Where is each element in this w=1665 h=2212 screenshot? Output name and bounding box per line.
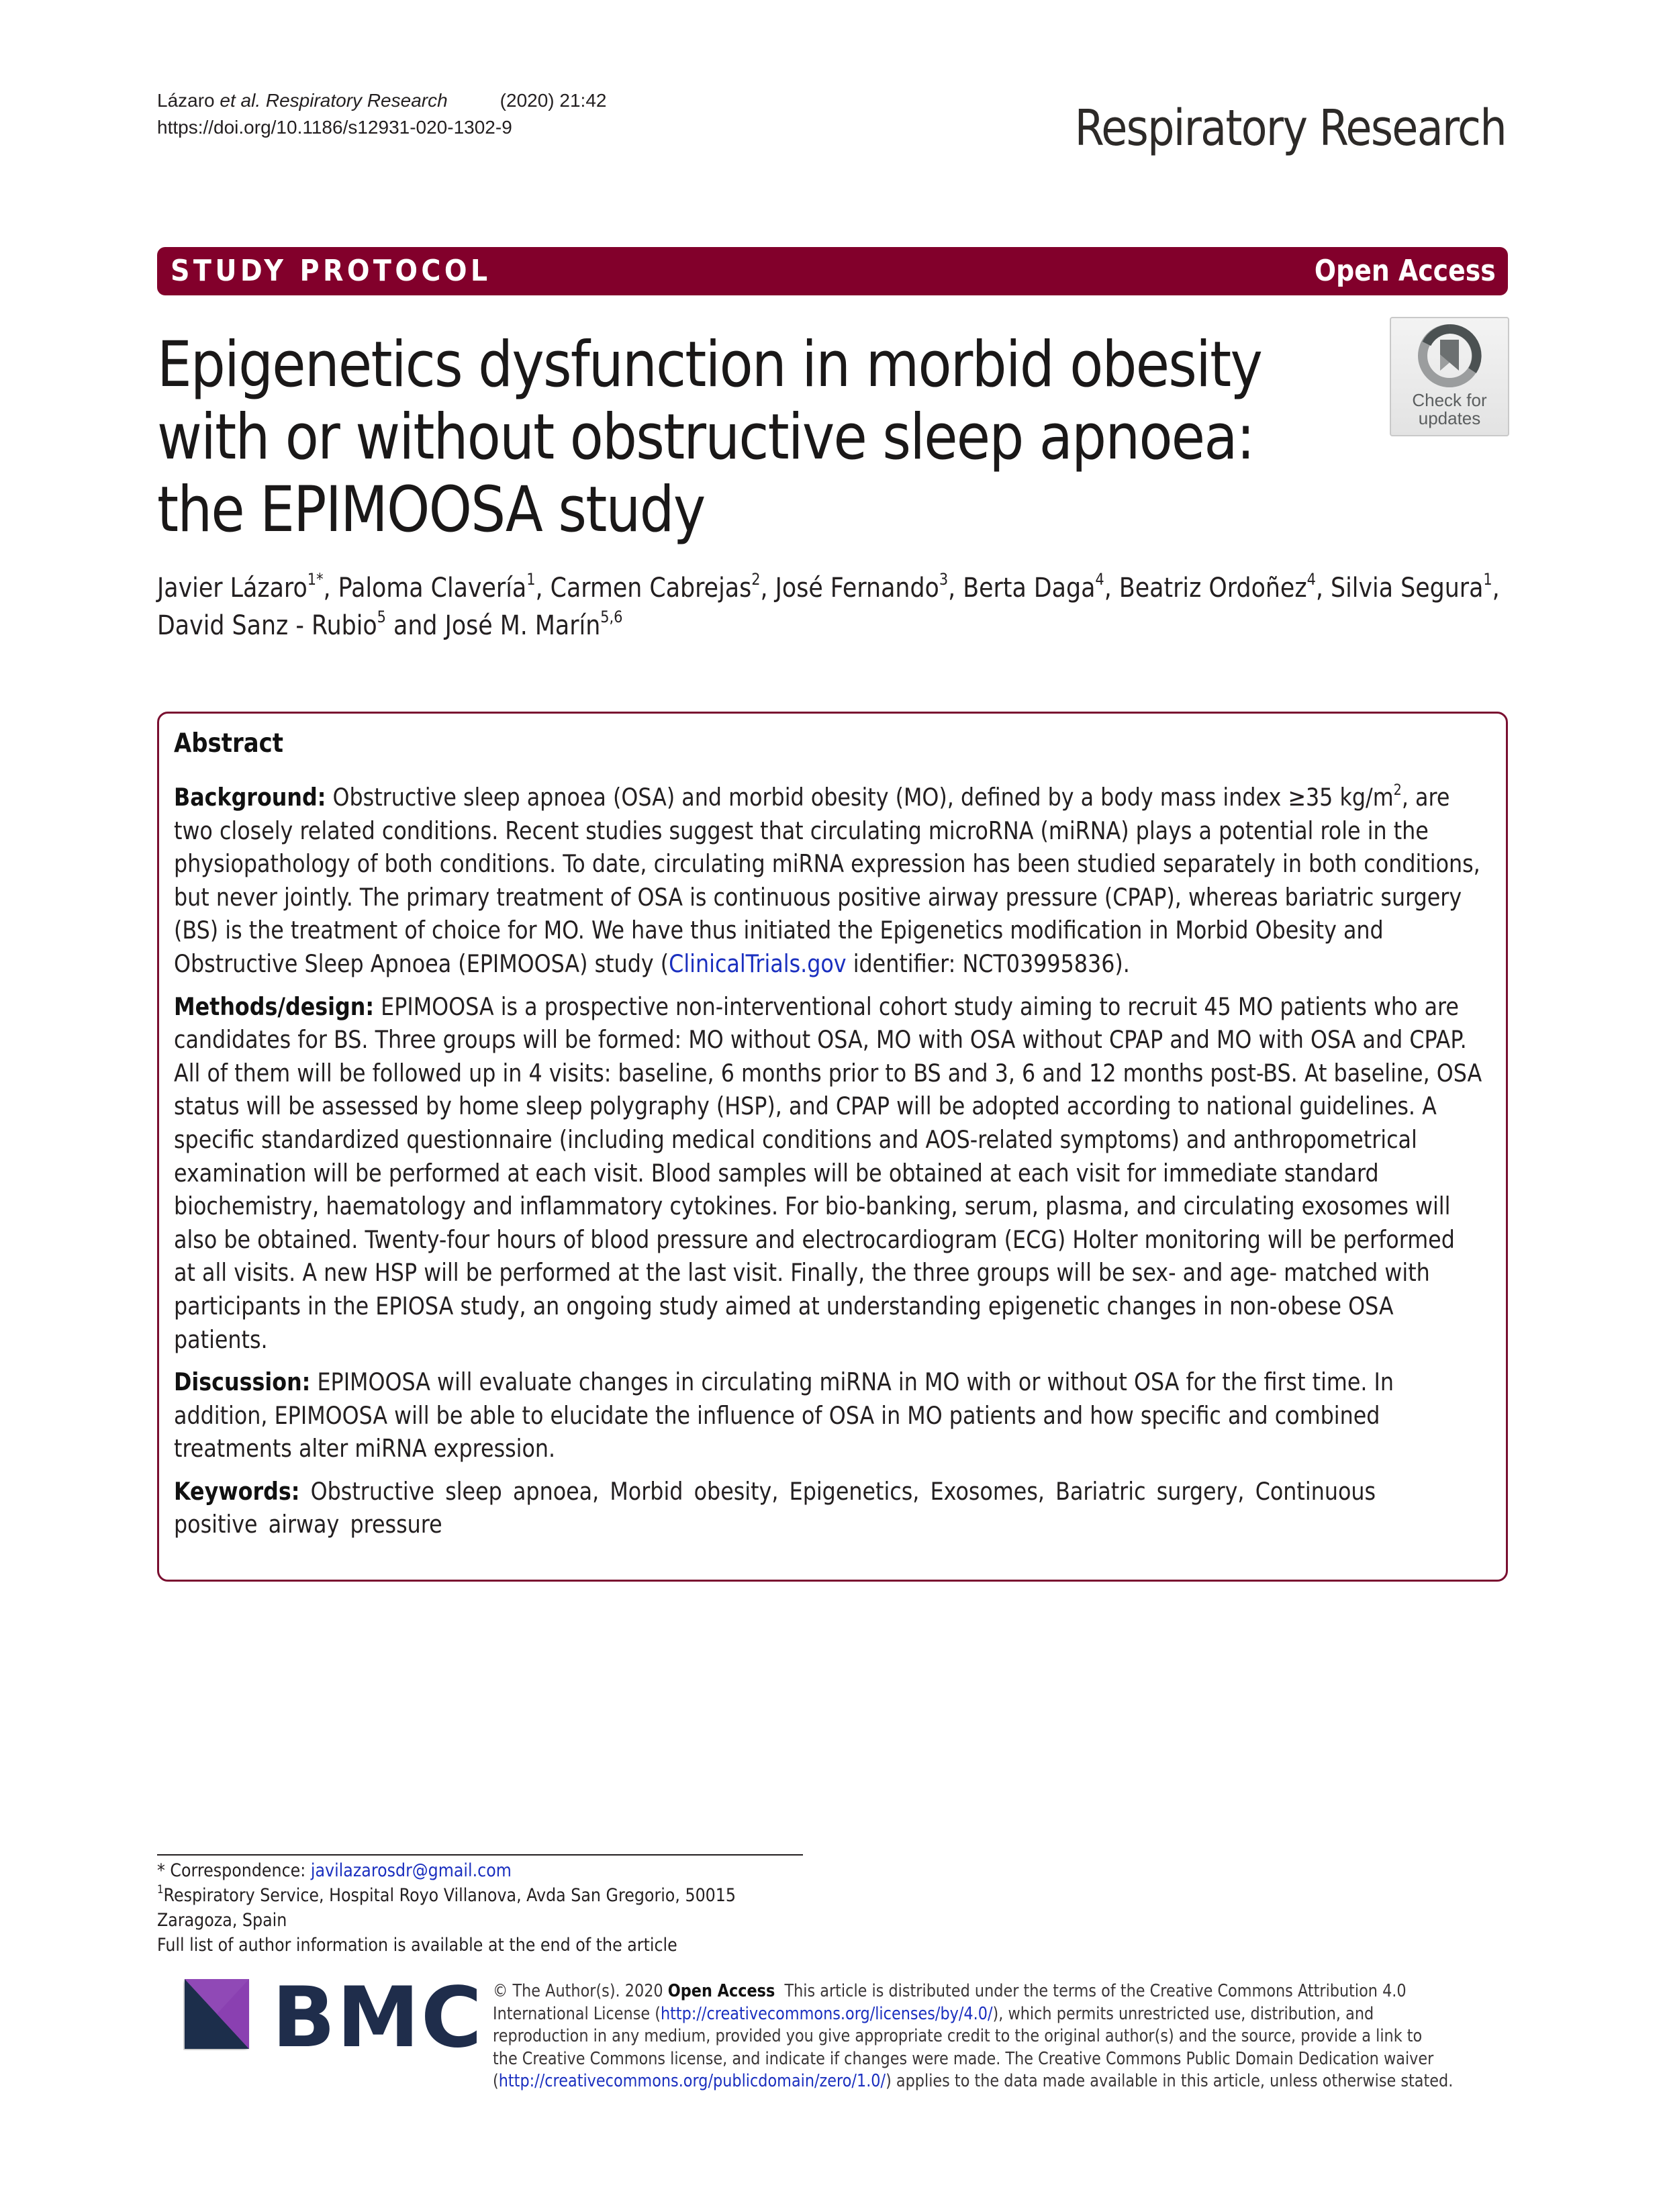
section-text: EPIMOOSA will evaluate changes in circulating miRNA in MO with or without OSA for the first time. In addition, EPIMOOSA will be able to elucidate the influence of OSA in MO patients and how specific and combined treatments alter miRNA expression.: [174, 1367, 1394, 1463]
author-name: Beatriz Ordoñez: [1119, 573, 1307, 604]
affiliation-marker: 1: [1483, 570, 1492, 589]
license-text: ) applies to the data made available in this article, unless otherwise stated.: [886, 2071, 1454, 2091]
bookmark-ring-icon: [1417, 324, 1482, 388]
abstract-content: [174, 727, 1506, 1551]
section-label: Discussion:: [174, 1367, 311, 1397]
title-line: Epigenetics dysfunction in morbid obesity: [157, 328, 1262, 401]
affiliation-marker: 5,6: [600, 608, 623, 626]
affiliation-marker: 1*: [307, 570, 324, 589]
abstract-background: [174, 781, 1494, 981]
affiliation-number: 1: [157, 1883, 164, 1896]
affiliation-marker: 5: [377, 608, 386, 626]
author-name: Carmen Cabrejas: [550, 573, 752, 604]
footnotes: [157, 1858, 736, 1958]
check-for-updates-button[interactable]: [1390, 317, 1509, 436]
bmc-logo-mark-icon: [183, 1979, 250, 2050]
journal-italic: et al. Respiratory Research: [220, 90, 448, 111]
keywords-text: positive airway pressure: [174, 1510, 442, 1539]
license-text: This article is distributed under the terms of the Creative Commons Attribution 4.0: [775, 1981, 1407, 2001]
affiliation-text: Respiratory Service, Hospital Royo Villanova, Avda San Gregorio, 50015: [163, 1885, 736, 1906]
title-line: the EPIMOOSA study: [157, 473, 705, 546]
cc-by-link[interactable]: http://creativecommons.org/licenses/by/4.0/: [660, 2003, 993, 2024]
clinicaltrials-link[interactable]: ClinicalTrials.gov: [669, 949, 847, 978]
license-line: the Creative Commons license, and indicate if changes were made. The Creative Commons Public Domain Dedication waiver: [493, 2048, 1434, 2069]
doi-link[interactable]: https://doi.org/10.1186/s12931-020-1302-9: [157, 117, 512, 138]
running-head: [157, 87, 606, 141]
author-name: Silvia Segura: [1331, 573, 1484, 604]
author-name: José M. Marín: [444, 610, 601, 641]
cc-zero-link[interactable]: http://creativecommons.org/publicdomain/zero/1.0/: [498, 2071, 886, 2091]
email-link[interactable]: javilazarosdr@gmail.com: [310, 1860, 512, 1881]
license-text: International License (: [493, 2003, 661, 2024]
separator: ,: [948, 573, 963, 604]
license-line: [493, 2070, 1453, 2093]
affiliation-line: Zaragoza, Spain: [157, 1910, 287, 1931]
separator: ,: [760, 573, 775, 604]
license-line: reproduction in any medium, provided you give appropriate credit to the original author(s) and the source, provide a link to: [493, 2026, 1423, 2046]
abstract-box: [157, 712, 1508, 1582]
author-name: Berta Daga: [963, 573, 1096, 604]
section-label: Background:: [174, 783, 326, 812]
footnote-divider: [157, 1854, 803, 1856]
author-name: David Sanz - Rubio: [157, 610, 377, 641]
cfu-line: updates: [1418, 408, 1481, 428]
affiliation-marker: 2: [751, 570, 761, 589]
separator: ,: [1315, 573, 1331, 604]
open-access-label: Open Access: [1315, 254, 1496, 288]
author-line: [157, 569, 1500, 607]
section-text: EPIMOOSA is a prospective non-interventional cohort study aiming to recruit 45 MO patients who are candidates for BS. Three groups will be formed: MO without OSA, MO with OSA without CPAP and MO with OSA and CPAP. All of them will be followed up in 4 visits: baseline, 6 months prior to BS and 3, 6 and 12 months post-BS. At baseline, OSA status will be assessed by home sleep polygraphy (HSP), and CPAP will be adopted according to national guidelines. A specific standardized questionnaire (including medical conditions and AOS-related symptoms) and anthropometrical examination will be performed at each visit. Blood samples will be obtained at each visit for immediate standard biochemistry, haematology and inflammatory cytokines. For bio-banking, serum, plasma, and circulating exosomes will also be obtained. Twenty-four hours of blood pressure and electrocardiogram (ECG) Holter monitoring will be performed at all visits. A new HSP will be performed at the last visit. Finally, the three groups will be sex- and age- matched with participants in the EPIOSA study, an ongoing study aimed at understanding epigenetic changes in non-obese OSA patients.: [174, 992, 1482, 1354]
copyright-text: © The Author(s). 2020: [493, 1981, 668, 2001]
article-type-label: STUDY PROTOCOL: [171, 254, 491, 288]
bmc-logo-text: BMC: [272, 1970, 483, 2066]
year-volume: (2020) 21:42: [500, 90, 607, 111]
section-label: Methods/design:: [174, 992, 375, 1021]
section-text: identifier: NCT03995836).: [846, 949, 1130, 978]
check-for-updates-label: [1391, 391, 1508, 428]
license-text: (: [493, 2071, 499, 2091]
separator: ,: [1492, 573, 1500, 604]
citation-line: [157, 87, 606, 114]
author-line: [157, 607, 1343, 644]
keywords-text: Obstructive sleep apnoea, Morbid obesity, Epigenetics, Exosomes, Bariatric surgery, Continuous: [299, 1476, 1376, 1506]
title-line: with or without obstructive sleep apnoea:: [157, 401, 1254, 474]
affiliation-marker: 1: [526, 570, 536, 589]
separator: and: [385, 610, 445, 641]
correspondence-line: [157, 1858, 736, 1883]
open-access-bold: Open Access: [667, 1981, 775, 2001]
separator: ,: [1104, 573, 1119, 604]
author-name: Javier Lázaro: [157, 573, 307, 604]
affiliation-line: [157, 1883, 736, 1908]
author-name: Paloma Clavería: [338, 573, 527, 604]
superscript: 2: [1393, 782, 1402, 799]
journal-name: Respiratory Research: [1074, 99, 1506, 157]
section-text: Obstructive sleep apnoea (OSA) and morbid obesity (MO), defined by a body mass index ≥35 kg/m: [326, 783, 1394, 812]
abstract-discussion: [174, 1365, 1494, 1465]
affiliation-marker: 4: [1095, 570, 1104, 589]
abstract-keywords: [174, 1475, 1506, 1541]
separator: ,: [535, 573, 551, 604]
section-label: Keywords:: [174, 1476, 300, 1506]
bmc-logo: [183, 1970, 483, 2066]
author-name: José Fernando: [775, 573, 939, 604]
cfu-line: Check for: [1412, 390, 1487, 410]
abstract-heading: Abstract: [174, 728, 283, 759]
author-short: Lázaro: [157, 90, 215, 111]
license-statement: [493, 1980, 1453, 2093]
license-line: [493, 2003, 1453, 2026]
affiliation-marker: 4: [1306, 570, 1316, 589]
article-type-banner: [157, 247, 1508, 295]
full-list-note: Full list of author information is available at the end of the article: [157, 1935, 677, 1956]
affiliation-marker: 3: [939, 570, 949, 589]
license-line: [493, 1980, 1453, 2003]
author-list: [157, 569, 1500, 644]
license-text: ), which permits unrestricted use, distribution, and: [992, 2003, 1374, 2024]
section-text: , are two closely related conditions. Recent studies suggest that circulating microRNA (miRNA) plays a potential role in the physiopathology of both conditions. To date, circulating miRNA expression has been studied separately in both conditions, but never jointly. The primary treatment of OSA is continuous positive airway pressure (CPAP), whereas bariatric surgery (BS) is the treatment of choice for MO. We have thus initiated the Epigenetics modification in Morbid Obesity and Obstructive Sleep Apnoea (EPIMOOSA) study (: [174, 783, 1480, 978]
abstract-methods: [174, 990, 1482, 1357]
correspondence-label: * Correspondence:: [157, 1860, 311, 1881]
article-title: [157, 328, 1262, 546]
separator: ,: [323, 573, 338, 604]
